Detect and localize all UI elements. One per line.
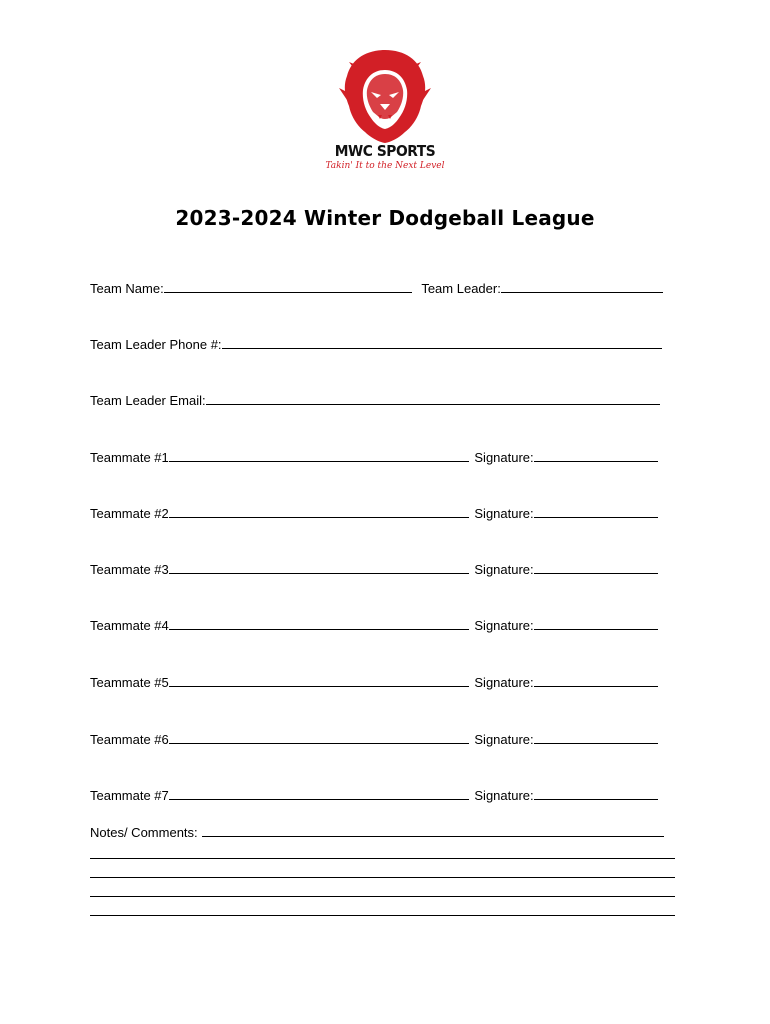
signature-field[interactable]	[534, 449, 658, 462]
teammate-name-field[interactable]	[169, 674, 469, 687]
teammate-label: Teammate #3	[90, 562, 169, 577]
signature-field[interactable]	[534, 674, 658, 687]
signature-label: Signature:	[474, 732, 534, 747]
signature-label: Signature:	[474, 506, 534, 521]
team-leader-field[interactable]	[501, 280, 663, 293]
teammate-row	[90, 505, 658, 521]
signature-label: Signature:	[474, 675, 534, 690]
teammate-label: Teammate #5	[90, 675, 169, 690]
signature-field[interactable]	[534, 787, 658, 800]
teammate-row	[90, 561, 658, 577]
notes-line[interactable]	[90, 877, 675, 878]
team-name-field[interactable]	[164, 280, 412, 293]
teammate-name-field[interactable]	[169, 787, 469, 800]
teammate-name-field[interactable]	[169, 505, 469, 518]
teammate-row	[90, 449, 658, 465]
signature-label: Signature:	[474, 562, 534, 577]
leader-phone-label: Team Leader Phone #:	[90, 337, 222, 352]
teammate-row	[90, 674, 658, 690]
signature-field[interactable]	[534, 505, 658, 518]
signature-label: Signature:	[474, 788, 534, 803]
signature-label: Signature:	[474, 618, 534, 633]
teammate-label: Teammate #7	[90, 788, 169, 803]
brand-tagline: Takin' It to the Next Level	[325, 161, 445, 171]
notes-field[interactable]	[202, 824, 664, 837]
signature-field[interactable]	[534, 617, 658, 630]
team-leader-label: Team Leader:	[421, 281, 501, 296]
teammate-row	[90, 617, 658, 633]
teammate-row	[90, 787, 658, 803]
page-title: 2023-2024 Winter Dodgeball League	[175, 206, 595, 230]
leader-email-label: Team Leader Email:	[90, 393, 206, 408]
team-name-label: Team Name:	[90, 281, 164, 296]
notes-label: Notes/ Comments:	[90, 825, 198, 840]
teammate-row	[90, 731, 658, 747]
teammate-name-field[interactable]	[169, 617, 469, 630]
signature-label: Signature:	[474, 450, 534, 465]
notes-line[interactable]	[90, 915, 675, 916]
teammate-name-field[interactable]	[169, 731, 469, 744]
leader-phone-field[interactable]	[222, 336, 662, 349]
signature-field[interactable]	[534, 561, 658, 574]
notes-row	[90, 824, 664, 840]
teammate-name-field[interactable]	[169, 449, 469, 462]
signature-field[interactable]	[534, 731, 658, 744]
teammate-label: Teammate #6	[90, 732, 169, 747]
teammate-name-field[interactable]	[169, 561, 469, 574]
brand-name: MWC SPORTS	[334, 142, 436, 160]
leader-phone-row	[90, 336, 662, 352]
team-row	[90, 280, 663, 296]
notes-line[interactable]	[90, 858, 675, 859]
teammate-label: Teammate #1	[90, 450, 169, 465]
teammate-label: Teammate #2	[90, 506, 169, 521]
leader-email-row	[90, 392, 660, 408]
notes-line[interactable]	[90, 896, 675, 897]
leader-email-field[interactable]	[206, 392, 660, 405]
teammate-label: Teammate #4	[90, 618, 169, 633]
